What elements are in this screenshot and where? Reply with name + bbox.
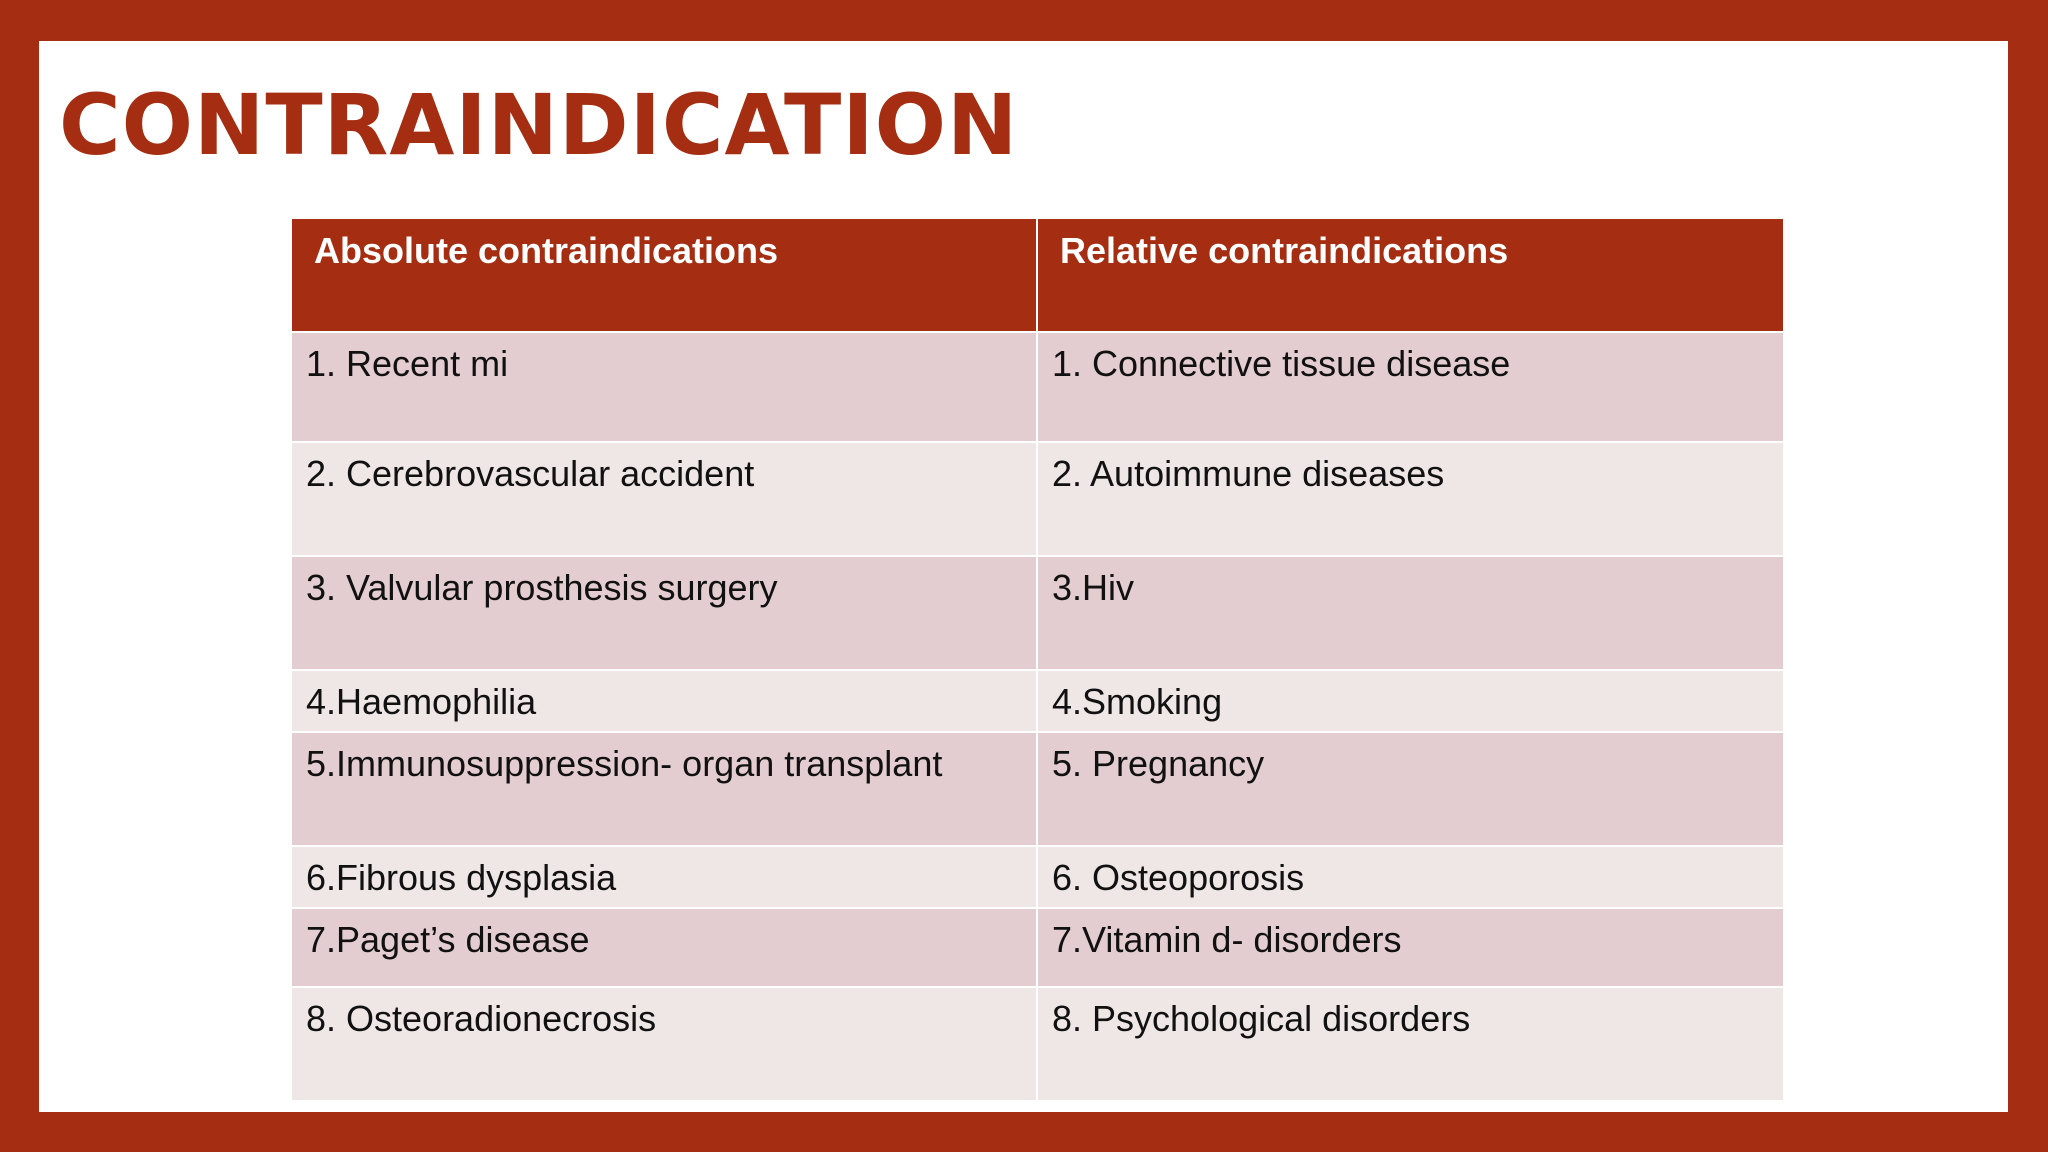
table-row (291, 732, 1784, 846)
absolute-cell: 4.Haemophilia (291, 670, 1037, 732)
table-row (291, 846, 1784, 908)
absolute-cell: 1. Recent mi (291, 332, 1037, 442)
relative-cell: 1. Connective tissue disease (1037, 332, 1784, 442)
relative-cell: 5. Pregnancy (1037, 732, 1784, 846)
relative-cell: 7.Vitamin d- disorders (1037, 908, 1784, 987)
relative-cell: 4.Smoking (1037, 670, 1784, 732)
relative-cell: 6. Osteoporosis (1037, 846, 1784, 908)
relative-cell: 8. Psychological disorders (1037, 987, 1784, 1101)
absolute-cell: 3. Valvular prosthesis surgery (291, 556, 1037, 670)
table-header-row (291, 218, 1784, 332)
header-absolute: Absolute contraindications (291, 218, 1037, 332)
header-relative: Relative contraindications (1037, 218, 1784, 332)
absolute-cell: 8. Osteoradionecrosis (291, 987, 1037, 1101)
table-row (291, 670, 1784, 732)
relative-cell: 3.Hiv (1037, 556, 1784, 670)
slide-title: CONTRAINDICATION (59, 76, 1019, 174)
absolute-cell: 6.Fibrous dysplasia (291, 846, 1037, 908)
contraindications-table (290, 217, 1785, 1102)
slide-canvas (39, 41, 2008, 1112)
absolute-cell: 7.Paget’s disease (291, 908, 1037, 987)
absolute-cell: 5.Immunosuppression- organ transplant (291, 732, 1037, 846)
table-row (291, 556, 1784, 670)
table-row (291, 908, 1784, 987)
relative-cell: 2. Autoimmune diseases (1037, 442, 1784, 556)
table-row (291, 987, 1784, 1101)
table-row (291, 442, 1784, 556)
absolute-cell: 2. Cerebrovascular accident (291, 442, 1037, 556)
table-row (291, 332, 1784, 442)
